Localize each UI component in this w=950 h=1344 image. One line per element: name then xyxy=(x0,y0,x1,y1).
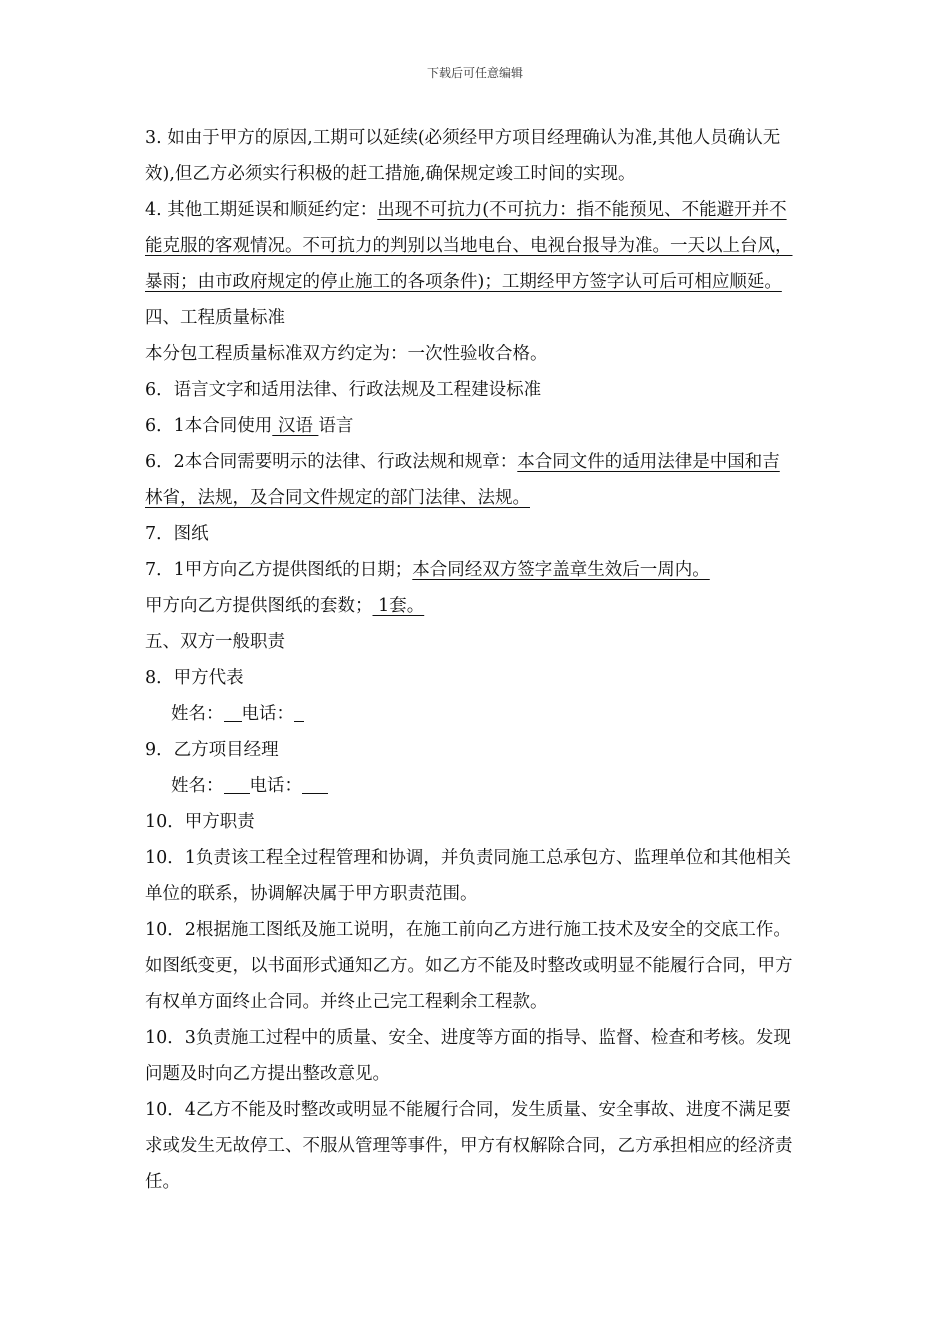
text-line xyxy=(145,1128,815,1164)
line-text: 6．语言文字和适用法律、行政法规及工程建设标准 xyxy=(145,380,542,400)
text-line xyxy=(145,876,815,912)
line-text: 10．1负责该工程全过程管理和协调，并负责同施工总承包方、监理单位和其他相关 xyxy=(145,848,791,868)
line-text: 求或发生无故停工、不服从管理等事件，甲方有权解除合同，乙方承担相应的经济责 xyxy=(145,1136,793,1156)
blank-field xyxy=(294,703,304,722)
page-header: 下载后可任意编辑 xyxy=(426,66,523,80)
line-text: 甲方向乙方提供图纸的套数； xyxy=(145,596,373,616)
line-text: 10．3负责施工过程中的质量、安全、进度等方面的指导、监督、检查和考核。发现 xyxy=(145,1028,791,1048)
text-line xyxy=(145,300,815,336)
line-text: 7．1甲方向乙方提供图纸的日期； xyxy=(145,560,413,580)
underlined-text: 暴雨；由市政府规定的停止施工的各项条件)；工期经甲方签字认可后可相应顺延。 xyxy=(145,272,782,292)
text-line xyxy=(145,660,815,696)
text-line xyxy=(145,912,815,948)
text-line xyxy=(145,480,815,516)
document-body xyxy=(145,120,815,1200)
text-line xyxy=(145,552,815,588)
underlined-text: 1套。 xyxy=(372,596,425,616)
line-text: 语言 xyxy=(318,416,354,436)
text-line xyxy=(145,1164,815,1200)
text-line xyxy=(145,444,815,480)
blank-field xyxy=(302,775,328,794)
line-text: 四、工程质量标准 xyxy=(145,308,285,328)
line-text: 7．图纸 xyxy=(145,524,209,544)
line-text: 如图纸变更，以书面形式通知乙方。如乙方不能及时整改或明显不能履行合同，甲方 xyxy=(145,956,793,976)
text-line xyxy=(145,156,815,192)
line-text: 10．甲方职责 xyxy=(145,812,255,832)
line-text: 9．乙方项目经理 xyxy=(145,740,279,760)
line-text: 效),但乙方必须实行积极的赶工措施,确保规定竣工时间的实现。 xyxy=(145,164,636,184)
text-line xyxy=(145,624,815,660)
underlined-text: 本合同经双方签字盖章生效后一周内。 xyxy=(412,560,710,580)
text-line xyxy=(145,516,815,552)
line-text: 姓名： xyxy=(171,704,224,724)
text-line xyxy=(145,768,815,804)
text-line xyxy=(145,588,815,624)
text-line xyxy=(145,948,815,984)
line-text: 8．甲方代表 xyxy=(145,668,244,688)
text-line xyxy=(145,1020,815,1056)
text-line xyxy=(145,696,815,732)
text-line xyxy=(145,336,815,372)
underlined-text: 出现不可抗力(不可抗力：指不能预见、不能避开并不 xyxy=(377,200,787,220)
line-text: 五、双方一般职责 xyxy=(145,632,285,652)
line-text: 本分包工程质量标准双方约定为：一次性验收合格。 xyxy=(145,344,548,364)
underlined-text: 汉语 xyxy=(272,416,319,436)
text-line xyxy=(145,408,815,444)
text-line xyxy=(145,1056,815,1092)
text-line xyxy=(145,804,815,840)
text-line xyxy=(145,120,815,156)
line-text: 6．2本合同需要明示的法律、行政法规和规章： xyxy=(145,452,518,472)
line-text: 任。 xyxy=(145,1172,180,1192)
line-text: 3. 如由于甲方的原因,工期可以延续(必须经甲方项目经理确认为准,其他人员确认无 xyxy=(145,128,781,148)
text-line xyxy=(145,732,815,768)
line-text: 有权单方面终止合同。并终止己完工程剩余工程款。 xyxy=(145,992,548,1012)
text-line xyxy=(145,228,815,264)
line-text: 电话： xyxy=(241,704,294,724)
line-text: 电话： xyxy=(249,776,302,796)
underlined-text: 林省，法规，及合同文件规定的部门法律、法规。 xyxy=(145,488,530,508)
underlined-text: 本合同文件的适用法律是中国和吉 xyxy=(517,452,780,472)
line-text: 问题及时向乙方提出整改意见。 xyxy=(145,1064,390,1084)
line-text: 姓名： xyxy=(171,776,224,796)
line-text: 10．4乙方不能及时整改或明显不能履行合同，发生质量、安全事故、进度不满足要 xyxy=(145,1100,791,1120)
text-line xyxy=(145,372,815,408)
underlined-text: 能克服的客观情况。不可抗力的判别以当地电台、电视台报导为准。一天以上台风， xyxy=(145,236,793,256)
blank-field xyxy=(224,703,242,722)
line-text: 10．2根据施工图纸及施工说明，在施工前向乙方进行施工技术及安全的交底工作。 xyxy=(145,920,791,940)
text-line xyxy=(145,984,815,1020)
line-text: 单位的联系，协调解决属于甲方职责范围。 xyxy=(145,884,478,904)
blank-field xyxy=(224,775,250,794)
text-line xyxy=(145,264,815,300)
text-line xyxy=(145,840,815,876)
text-line xyxy=(145,1092,815,1128)
line-text: 4. 其他工期延误和顺延约定： xyxy=(145,200,378,220)
text-line xyxy=(145,192,815,228)
line-text: 6．1本合同使用 xyxy=(145,416,273,436)
